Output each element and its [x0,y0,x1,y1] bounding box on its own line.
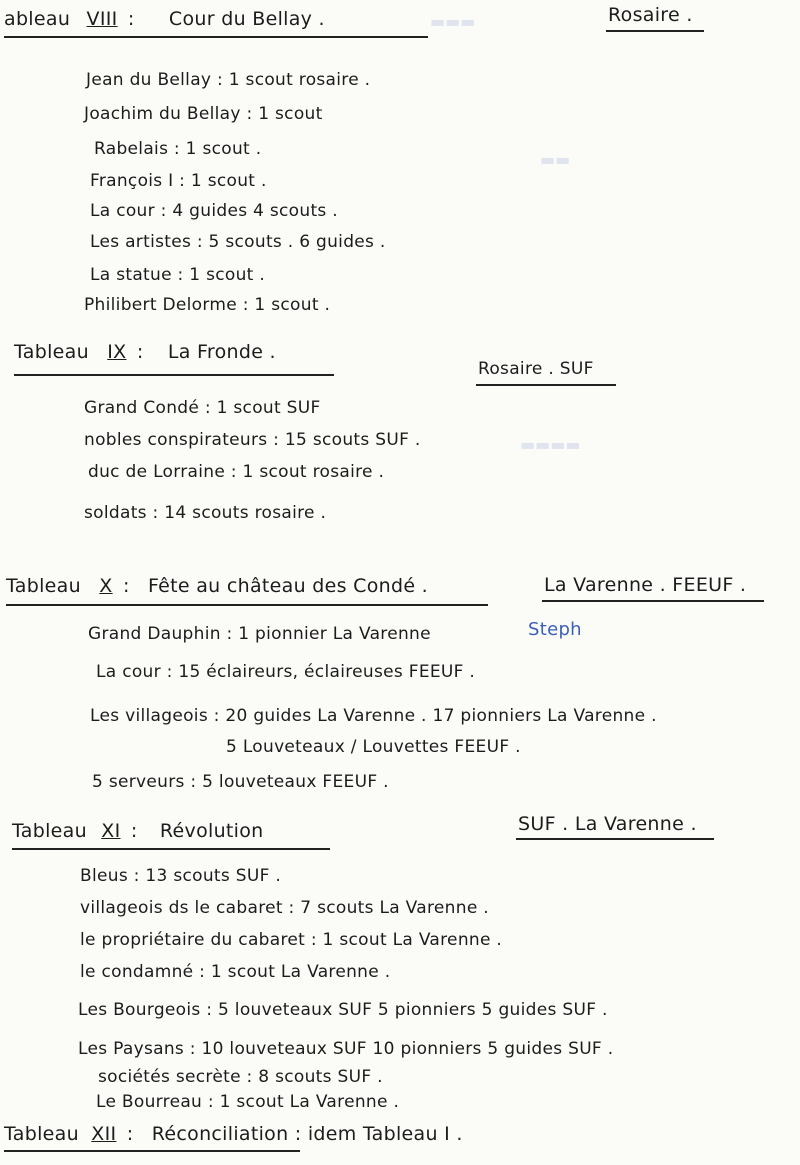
tableau-8-line: La cour : 4 guides 4 scouts . [90,201,338,221]
tableau-8-subject: Cour du Bellay . [168,8,325,30]
tableau-10-underline [6,604,488,606]
tableau-9-underline [14,374,334,376]
bleed-through-mark: ▬▬▬ [430,12,476,31]
tableau-11-underline [12,848,330,850]
tableau-12-underline [4,1150,300,1152]
tableau-11-line: Bleus : 13 scouts SUF . [80,866,282,886]
tableau-8-line: Rabelais : 1 scout . [94,139,262,159]
tableau-11-line: sociétés secrète : 8 scouts SUF . [98,1067,383,1087]
tableau-11-line: Le Bourreau : 1 scout La Varenne . [96,1092,400,1112]
tableau-8-line: La statue : 1 scout . [90,265,266,285]
tableau-9-group: Rosaire . SUF [478,359,594,379]
tableau-10-line: Grand Dauphin : 1 pionnier La Varenne [88,624,431,644]
tableau-8-number: VIII [86,8,118,30]
tableau-9-line: soldats : 14 scouts rosaire . [84,503,327,523]
tableau-10-line: La cour : 15 éclaireurs, éclaireuses FEEUF . [96,662,476,682]
tableau-9-subject: La Fronde . [167,341,276,363]
tableau-8-group: Rosaire . [608,4,693,26]
tableau-9-group-underline [476,384,616,386]
tableau-11-line: le propriétaire du cabaret : 1 scout La Varenne . [80,930,503,950]
tableau-11-line: villageois ds le cabaret : 7 scouts La Varenne . [80,898,490,918]
tableau-12-subject: Réconciliation : idem Tableau I . [151,1123,463,1145]
tableau-11-line: Les Bourgeois : 5 louveteaux SUF 5 pionniers 5 guides SUF . [78,1000,608,1020]
tableau-9-line: Grand Condé : 1 scout SUF [84,398,321,418]
tableau-8-line: Jean du Bellay : 1 scout rosaire . [86,70,371,90]
tableau-8-line: Joachim du Bellay : 1 scout [84,104,323,124]
tableau-8-line: François I : 1 scout . [90,171,267,191]
tableau-8-line: Les artistes : 5 scouts . 6 guides . [90,232,386,252]
tableau-11-subject: Révolution [159,820,264,842]
tableau-10-number: X [99,575,113,597]
tableau-11-line: Les Paysans : 10 louveteaux SUF 10 pionniers 5 guides SUF . [78,1039,614,1059]
tableau-10-group-underline [542,600,764,602]
tableau-11-number: XI [101,820,121,842]
tableau-8-group-underline [606,30,704,32]
tableau-9-line: nobles conspirateurs : 15 scouts SUF . [84,430,421,450]
tableau-9-number: IX [107,341,127,363]
tableau-11-group: SUF . La Varenne . [518,813,697,835]
tableau-12-title: Tableau XII : Réconciliation : idem Tableau I . [4,1123,463,1145]
tableau-10-line: 5 Louveteaux / Louvettes FEEUF . [226,737,521,757]
tableau-10-title: Tableau X : Fête au château des Condé . [6,575,429,597]
tableau-10-line: 5 serveurs : 5 louveteaux FEEUF . [92,772,389,792]
tableau-12-number: XII [91,1123,117,1145]
tableau-11-title: Tableau XI : Révolution [12,820,264,842]
tableau-8-title: ableau VIII : Cour du Bellay . [4,8,325,30]
tableau-10-subject: Fête au château des Condé . [147,575,429,597]
tableau-8-line: Philibert Delorme : 1 scout . [84,295,331,315]
tableau-8-underline [4,36,428,38]
tableau-9-line: duc de Lorraine : 1 scout rosaire . [88,462,385,482]
tableau-10-group: La Varenne . FEEUF . [544,574,747,596]
bleed-through-mark: ▬▬ [540,150,571,169]
tableau-10-note: Steph [528,619,582,640]
tableau-10-line: Les villageois : 20 guides La Varenne . 17 pionniers La Varenne . [90,706,657,726]
tableau-11-line: le condamné : 1 scout La Varenne . [80,962,391,982]
tableau-11-group-underline [516,838,714,840]
tableau-9-title: Tableau IX : La Fronde . [14,341,276,363]
bleed-through-mark: ▬▬▬▬ [520,435,581,454]
